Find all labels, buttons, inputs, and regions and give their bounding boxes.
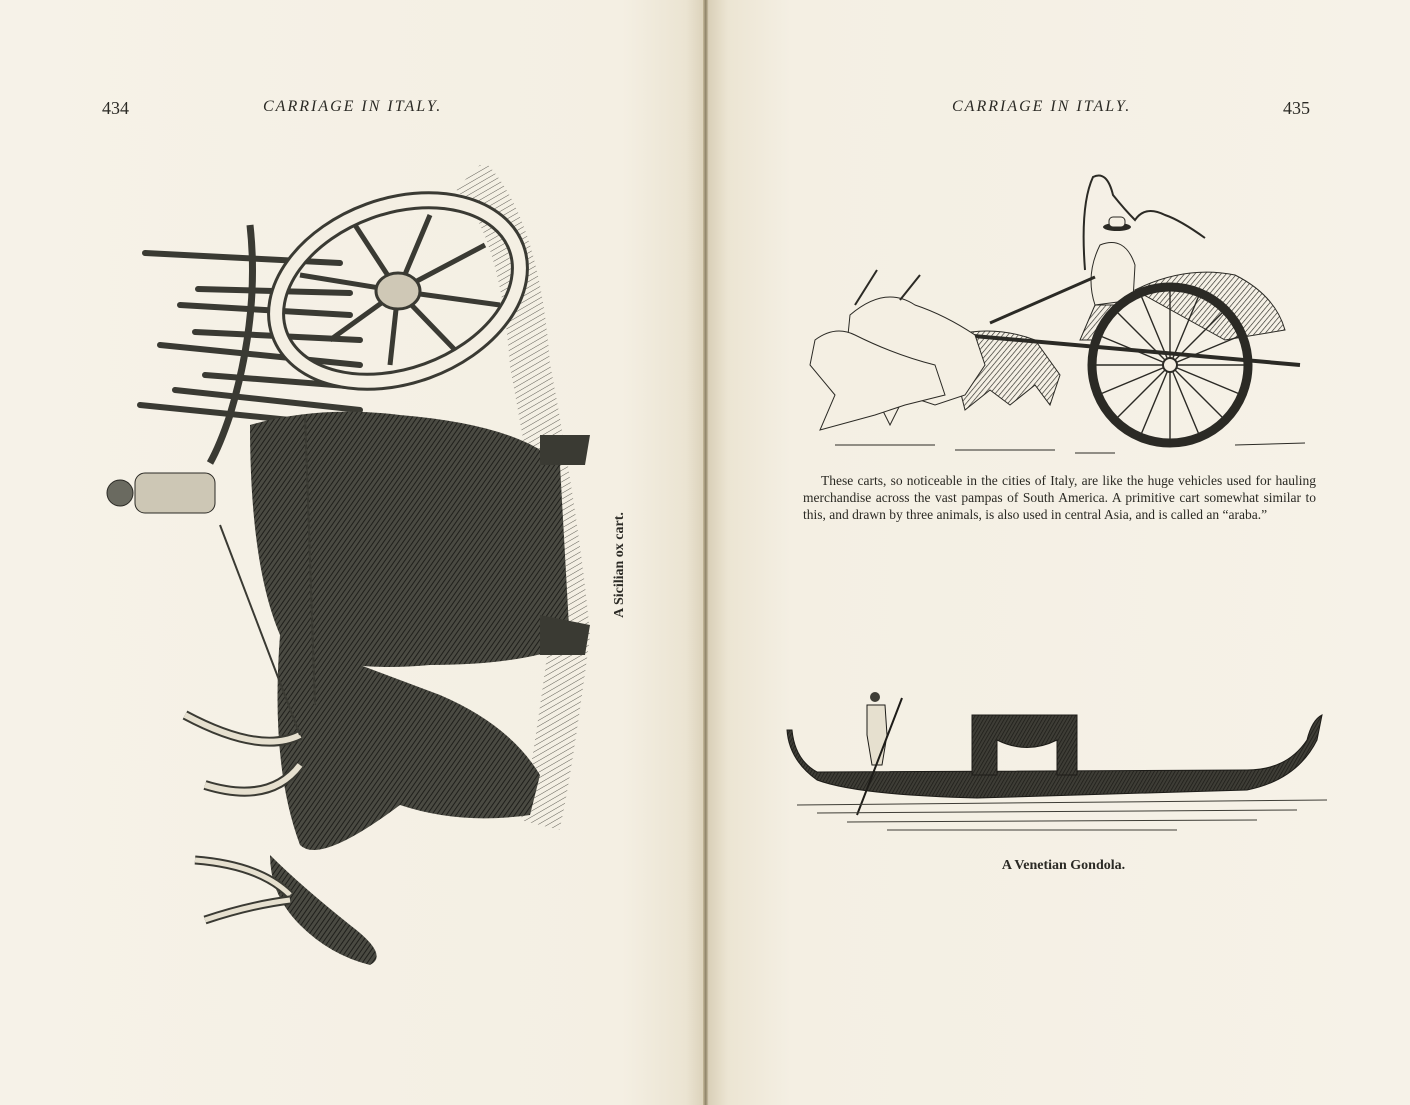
running-head-right: CARRIAGE IN ITALY.	[952, 98, 1132, 115]
gondola-illustration	[777, 680, 1337, 845]
ox-cart-caption: A Sicilian ox cart.	[612, 512, 627, 618]
gondola-caption: A Venetian Gondola.	[1001, 858, 1126, 873]
horse-cart-illustration	[795, 165, 1325, 465]
cart-description-paragraph: These carts, so noticeable in the cities of Italy, are like the huge vehicles used for hauling merchandise across the vast pampas of South America. A primitive cart somewhat similar to this, and drawn by three animals, is also used in central Asia, and is called an “araba.”	[803, 473, 1316, 522]
page-number-left: 434	[102, 98, 129, 118]
running-head-left: CARRIAGE IN ITALY.	[263, 98, 443, 115]
right-page	[707, 0, 1410, 1105]
ox-cart-illustration	[100, 165, 600, 975]
page-number-right: 435	[1283, 98, 1310, 118]
book-gutter	[703, 0, 709, 1105]
